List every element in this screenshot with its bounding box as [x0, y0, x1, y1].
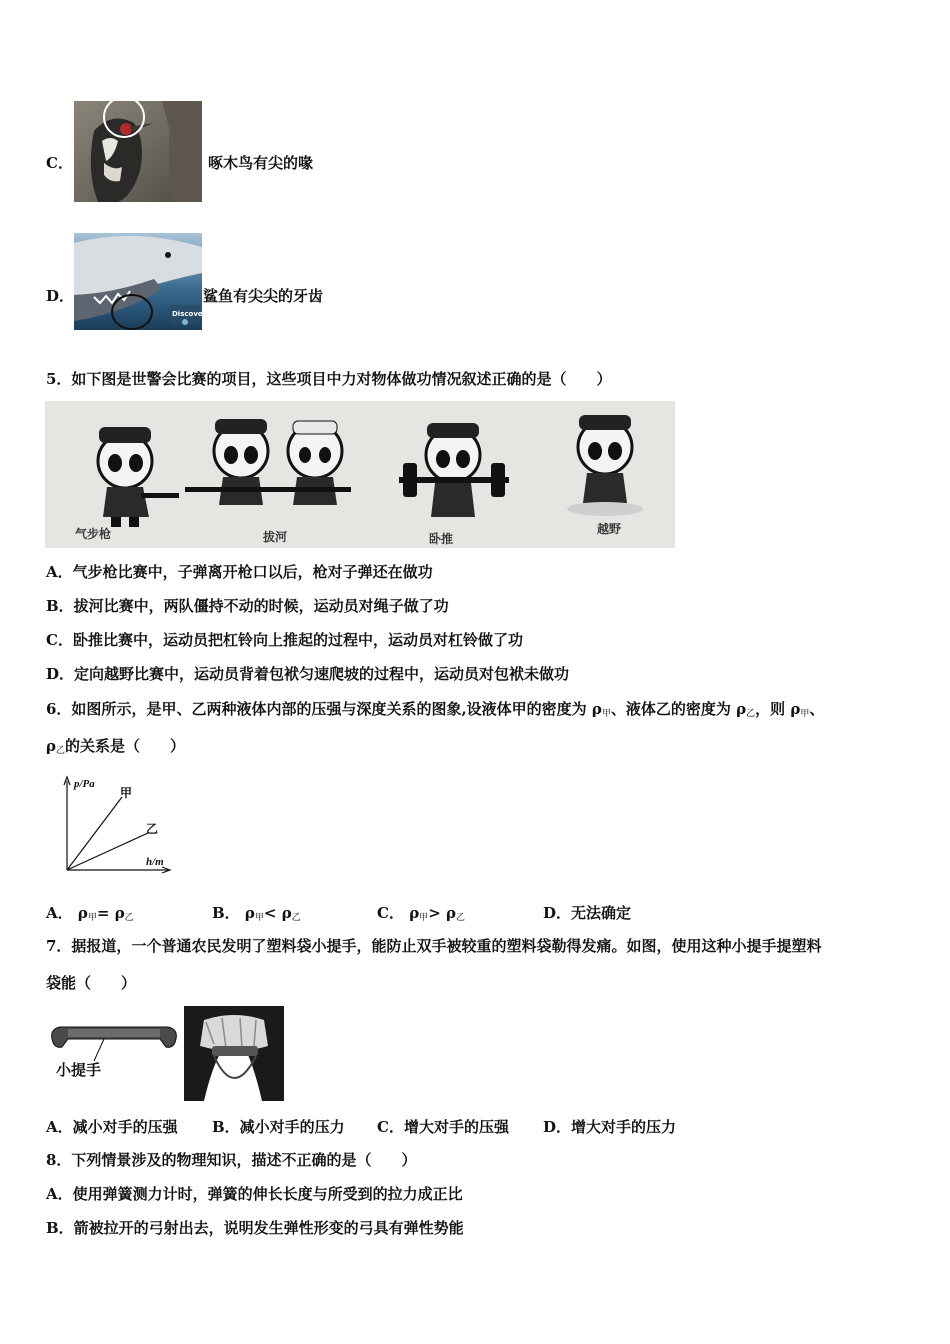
q5-option-b: B．拔河比赛中，两队僵持不动的时候，运动员对绳子做了功 — [46, 597, 449, 615]
graph-line-yi-label: 乙 — [146, 822, 159, 836]
q8-stem: 8．下列情景涉及的物理知识，描述不正确的是（ ） — [46, 1151, 417, 1169]
label-tug-of-war: 拔河 — [263, 530, 288, 544]
option-c-letter: C． — [46, 154, 73, 172]
hand-holding-bag-photo — [184, 1006, 284, 1101]
q8-option-a: A．使用弹簧测力计时，弹簧的伸长长度与所受到的拉力成正比 — [46, 1185, 463, 1203]
q6-stem-line2: $\rho_乙$的关系是（ ） — [46, 737, 186, 756]
q5-option-a: A．气步枪比赛中，子弹离开枪口以后，枪对子弹还在做功 — [46, 563, 433, 581]
q5-option-c: C．卧推比赛中，运动员把杠铃向上推起的过程中，运动员对杠铃做了功 — [46, 631, 523, 649]
q5-stem: 5．如下图是世警会比赛的项目，这些项目中力对物体做功情况叙述正确的是（ ） — [46, 370, 612, 388]
q5-option-d: D．定向越野比赛中，运动员背着包袱匀速爬坡的过程中，运动员对包袱未做功 — [46, 665, 570, 683]
woodpecker-photo — [74, 101, 202, 202]
label-orienteering: 越野 — [597, 522, 622, 536]
discovery-logo: Discovery — [172, 310, 211, 318]
q7-option-d: D．增大对手的压力 — [543, 1118, 677, 1136]
label-bench-press: 卧推 — [429, 532, 454, 546]
graph-line-jia-label: 甲 — [120, 786, 133, 800]
q6-option-c: C． $\rho_甲> \rho_乙$ — [377, 904, 465, 923]
q6-stem-line1: 6．如图所示，是甲、乙两种液体内部的压强与深度关系的图象,设液体甲的密度为 $\rho_甲$、液体乙的密度为 $\rho_乙$，则 $\rho_甲$、 — [46, 700, 825, 719]
q7-option-a: A．减小对手的压强 — [46, 1118, 178, 1136]
option-d-letter: D． — [46, 287, 75, 305]
pressure-depth-graph — [58, 773, 176, 876]
option-c-text: 啄木鸟有尖的喙 — [208, 154, 314, 172]
q7-option-c: C．增大对手的压强 — [377, 1118, 509, 1136]
handle-label: 小提手 — [56, 1061, 102, 1079]
q7-stem-line1: 7．据报道，一个普通农民发明了塑料袋小提手，能防止双手被较重的塑料袋勒得发痛。如图，使用这种小提手提塑料 — [46, 937, 822, 955]
small-handle-diagram — [46, 1009, 181, 1084]
q8-option-b: B．箭被拉开的弓射出去，说明发生弹性形变的弓具有弹性势能 — [46, 1219, 464, 1237]
option-d-text: 鲨鱼有尖尖的牙齿 — [203, 287, 324, 305]
graph-y-label: p/Pa — [74, 778, 95, 790]
graph-x-label: h/m — [146, 856, 164, 868]
q6-option-d: D．无法确定 — [543, 904, 632, 922]
panda-events-image — [45, 401, 675, 548]
q6-option-b: B． $\rho_甲< \rho_乙$ — [212, 904, 301, 923]
label-rifle: 气步枪 — [75, 527, 112, 541]
q7-stem-line2: 袋能（ ） — [46, 974, 137, 992]
q7-option-b: B．减小对手的压力 — [212, 1118, 345, 1136]
q6-option-a: A． $\rho_甲= \rho_乙$ — [46, 904, 134, 923]
shark-photo — [74, 233, 211, 330]
